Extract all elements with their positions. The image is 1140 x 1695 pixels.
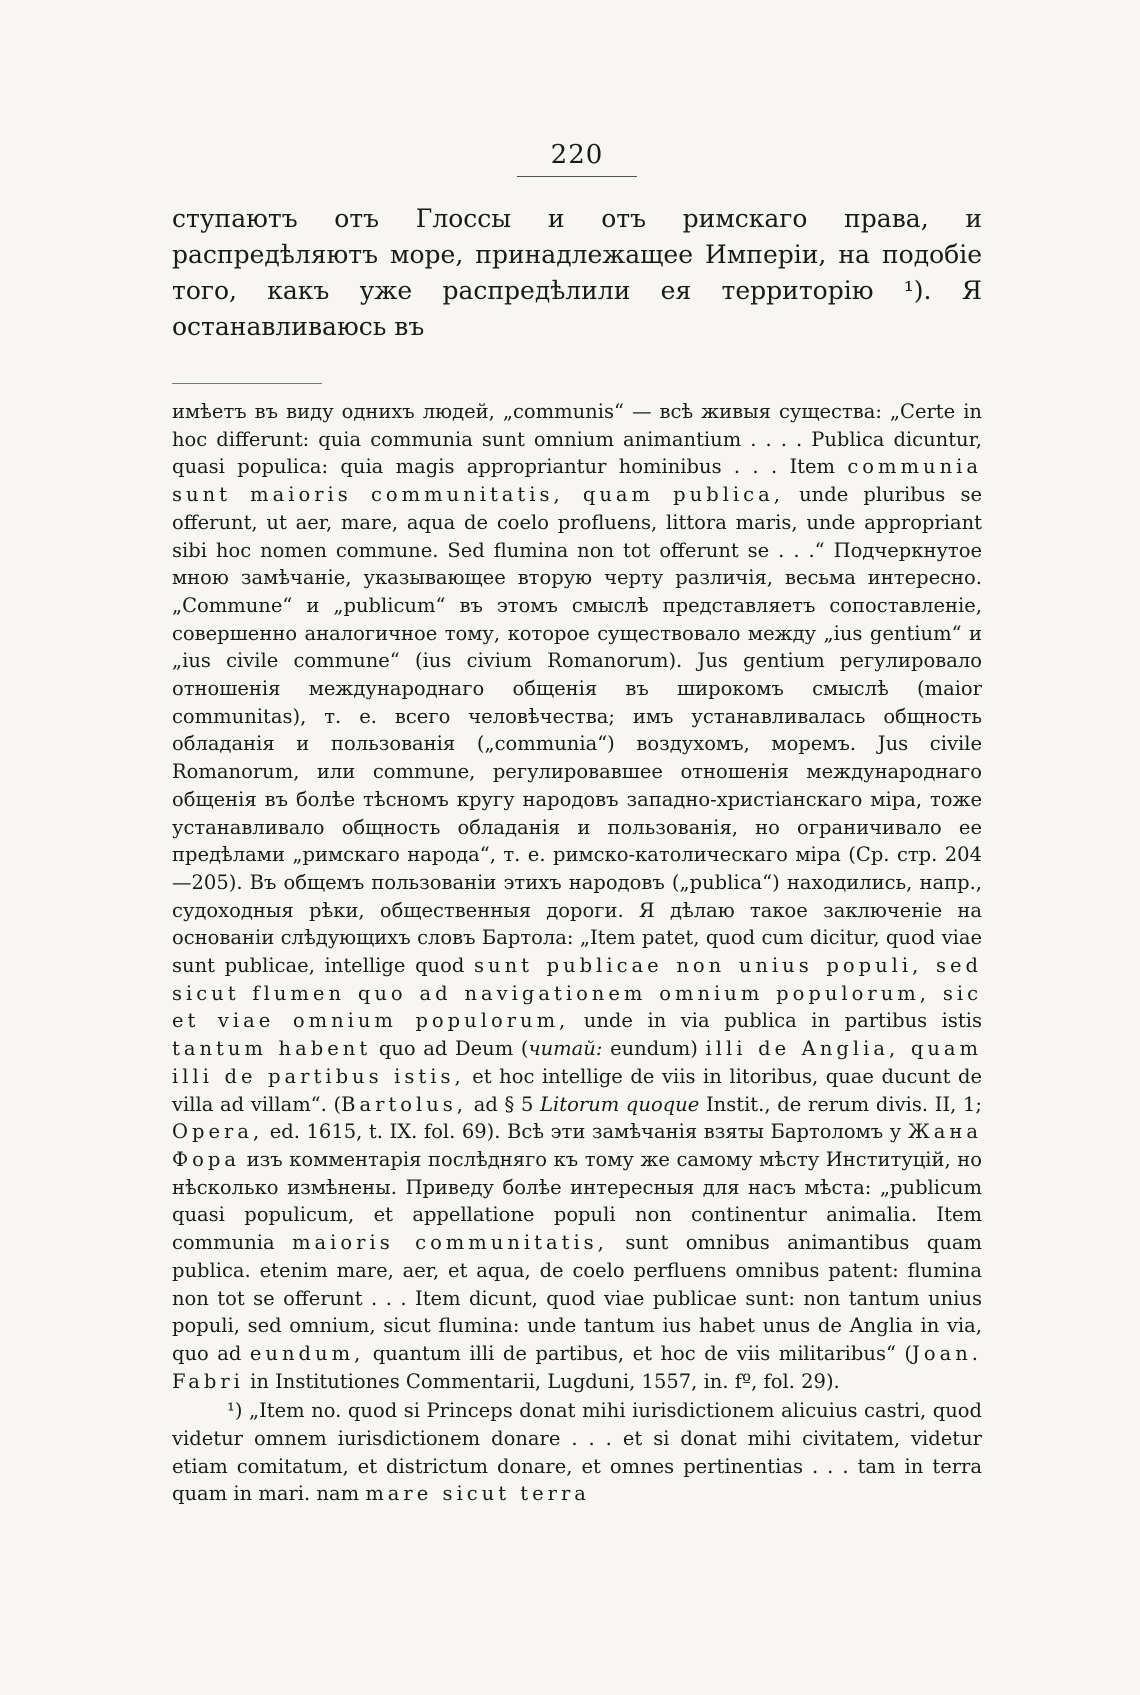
footnote-text: in Institutiones Commentarii, Lugduni, 1557, in. fº, fol. 29). [250,1369,840,1393]
footnote-continuation [172,398,982,1395]
page-number: 220 [172,140,982,177]
footnote-text: eundum) [610,1037,698,1061]
footnote-text: unde in via publica in partibus istis [583,1009,982,1033]
footnote-text: sunt omnibus animantibus quam publica. etenim mare, aer, et aqua, de coelo perfluens omnibus patent: flumina non tot se offerunt . . . Item dicunt, quod viae publicae sunt: non tantum unius populi, sed omnium, sicut flumina: unde tantum ius habet unus de Anglia in via, quo ad [172,1231,983,1365]
footnote-text: ad § 5 [473,1092,534,1116]
footnote-1 [172,1397,982,1508]
footnote-text: quo ad Deum ( [378,1037,529,1061]
spaced-emphasis: sunt publicae non unius populi, sed sicut flumen quo ad navigationem omnium populorum, sic et viae omnium populorum, [172,954,983,1033]
footnote-text: unde pluribus se offerunt, ut aer, mare, aqua de coelo profluens, littora maris, unde appropriant sibi hoc nomen commune. Sed flumina non tot offerunt se . . .“ Подчеркнутое мною замѣчаніе, указывающее вторую черту различія, весьма интересно. „Commune“ и „publicum“ въ этомъ смыслѣ представляетъ сопоставленіе, совершенно аналогичное тому, которое существовало между „ius gentium“ и „ius civile commune“ (ius civium Romanorum). Jus gentium регулировало отношенія международнаго общенія въ широкомъ смыслѣ (maior communitas), т. е. всего человѣчества; имъ устанавливалась общность обладанія и пользованія („communia“) воздухомъ, моремъ. Jus civile Romanorum, или commune, регулировавшее отношенія международнаго общенія въ болѣе тѣсномъ кругу народовъ западно-христіанскаго міра, тоже устанавливало общность обладанія и пользованія, но ограничивало ее предѣлами „римскаго народа“, т. е. римско-католическаго міра (Ср. стр. 204—205). Въ общемъ пользованіи этихъ народовъ („publica“) находились, напр., судоходныя рѣки, общественныя дороги. Я дѣлаю такое заключеніе на основаніи слѣдующихъ словъ Бартола: „Item patet, quod cum dicitur, quod viae sunt publicae, intellige quod [172,483,982,978]
spaced-emphasis: mare sicut terra [365,1482,590,1506]
spaced-emphasis: illi de Anglia, quam illi de partibus istis, [172,1037,983,1088]
footnote-text: et hoc intellige de viis in litoribus, quae ducunt de villa ad villam“. ( [172,1064,983,1116]
spaced-emphasis: maioris communitatis, [292,1231,608,1255]
footnote-text: ¹) „Item no. quod si Princeps donat mihi iurisdictionem alicuius castri, quod videtur omnem iurisdictionem donare . . . et si donat mihi civitatem, videtur etiam comitatum, et districtum donare, et omnes pertinentias . . . tam in terra quam in mari. nam [172,1399,982,1506]
spaced-emphasis: eundum, [249,1341,365,1365]
spaced-author-name: Bartolus, [341,1092,468,1116]
footnote-text: Instit., de rerum divis. II, 1; [705,1092,983,1116]
spaced-emphasis: communia sunt maioris communitatis, quam publica, [172,455,982,507]
footnote-text: quantum illi de partibus, et hoc de viis militaribus“ ( [372,1341,913,1365]
italic-citation: Litorum quoque [540,1092,700,1116]
footnote-text: имѣетъ въ виду однихъ людей, „communis“ — всѣ живыя существа: „Certe in hoc differunt: quia communia sunt omnium animantium . . . . Publica dicuntur, quasi populica: quia magis appropriantur hominibus . . . Item [172,400,982,479]
spaced-emphasis: Opera, [172,1120,264,1144]
book-page [172,140,982,1508]
footnote-text: изъ комментарія послѣдняго къ тому же самому мѣсту Институцій, но нѣсколько измѣнены. Приведу болѣе интересныя для насъ мѣста: „publicum quasi populicum, et appellatione populi non continentur animalia. Item communia [172,1147,983,1255]
spaced-author-name: Жана Фора [172,1120,982,1171]
spaced-emphasis: tantum habent [172,1037,372,1061]
italic-note: читай: [528,1037,603,1061]
spaced-author-name: Joan. Fabri [172,1341,982,1393]
main-text: ступаютъ отъ Глоссы и отъ римскаго права, и распредѣляютъ море, принадлежащее Имперіи, на подобіе того, какъ уже распредѣлили ея территорію ¹). Я останавливаюсь въ [172,204,982,341]
footnote-text: ed. 1615, t. IX. fol. 69). Всѣ эти замѣчанія взяты Бартоломъ у [269,1120,902,1144]
footnote-divider [172,383,322,384]
